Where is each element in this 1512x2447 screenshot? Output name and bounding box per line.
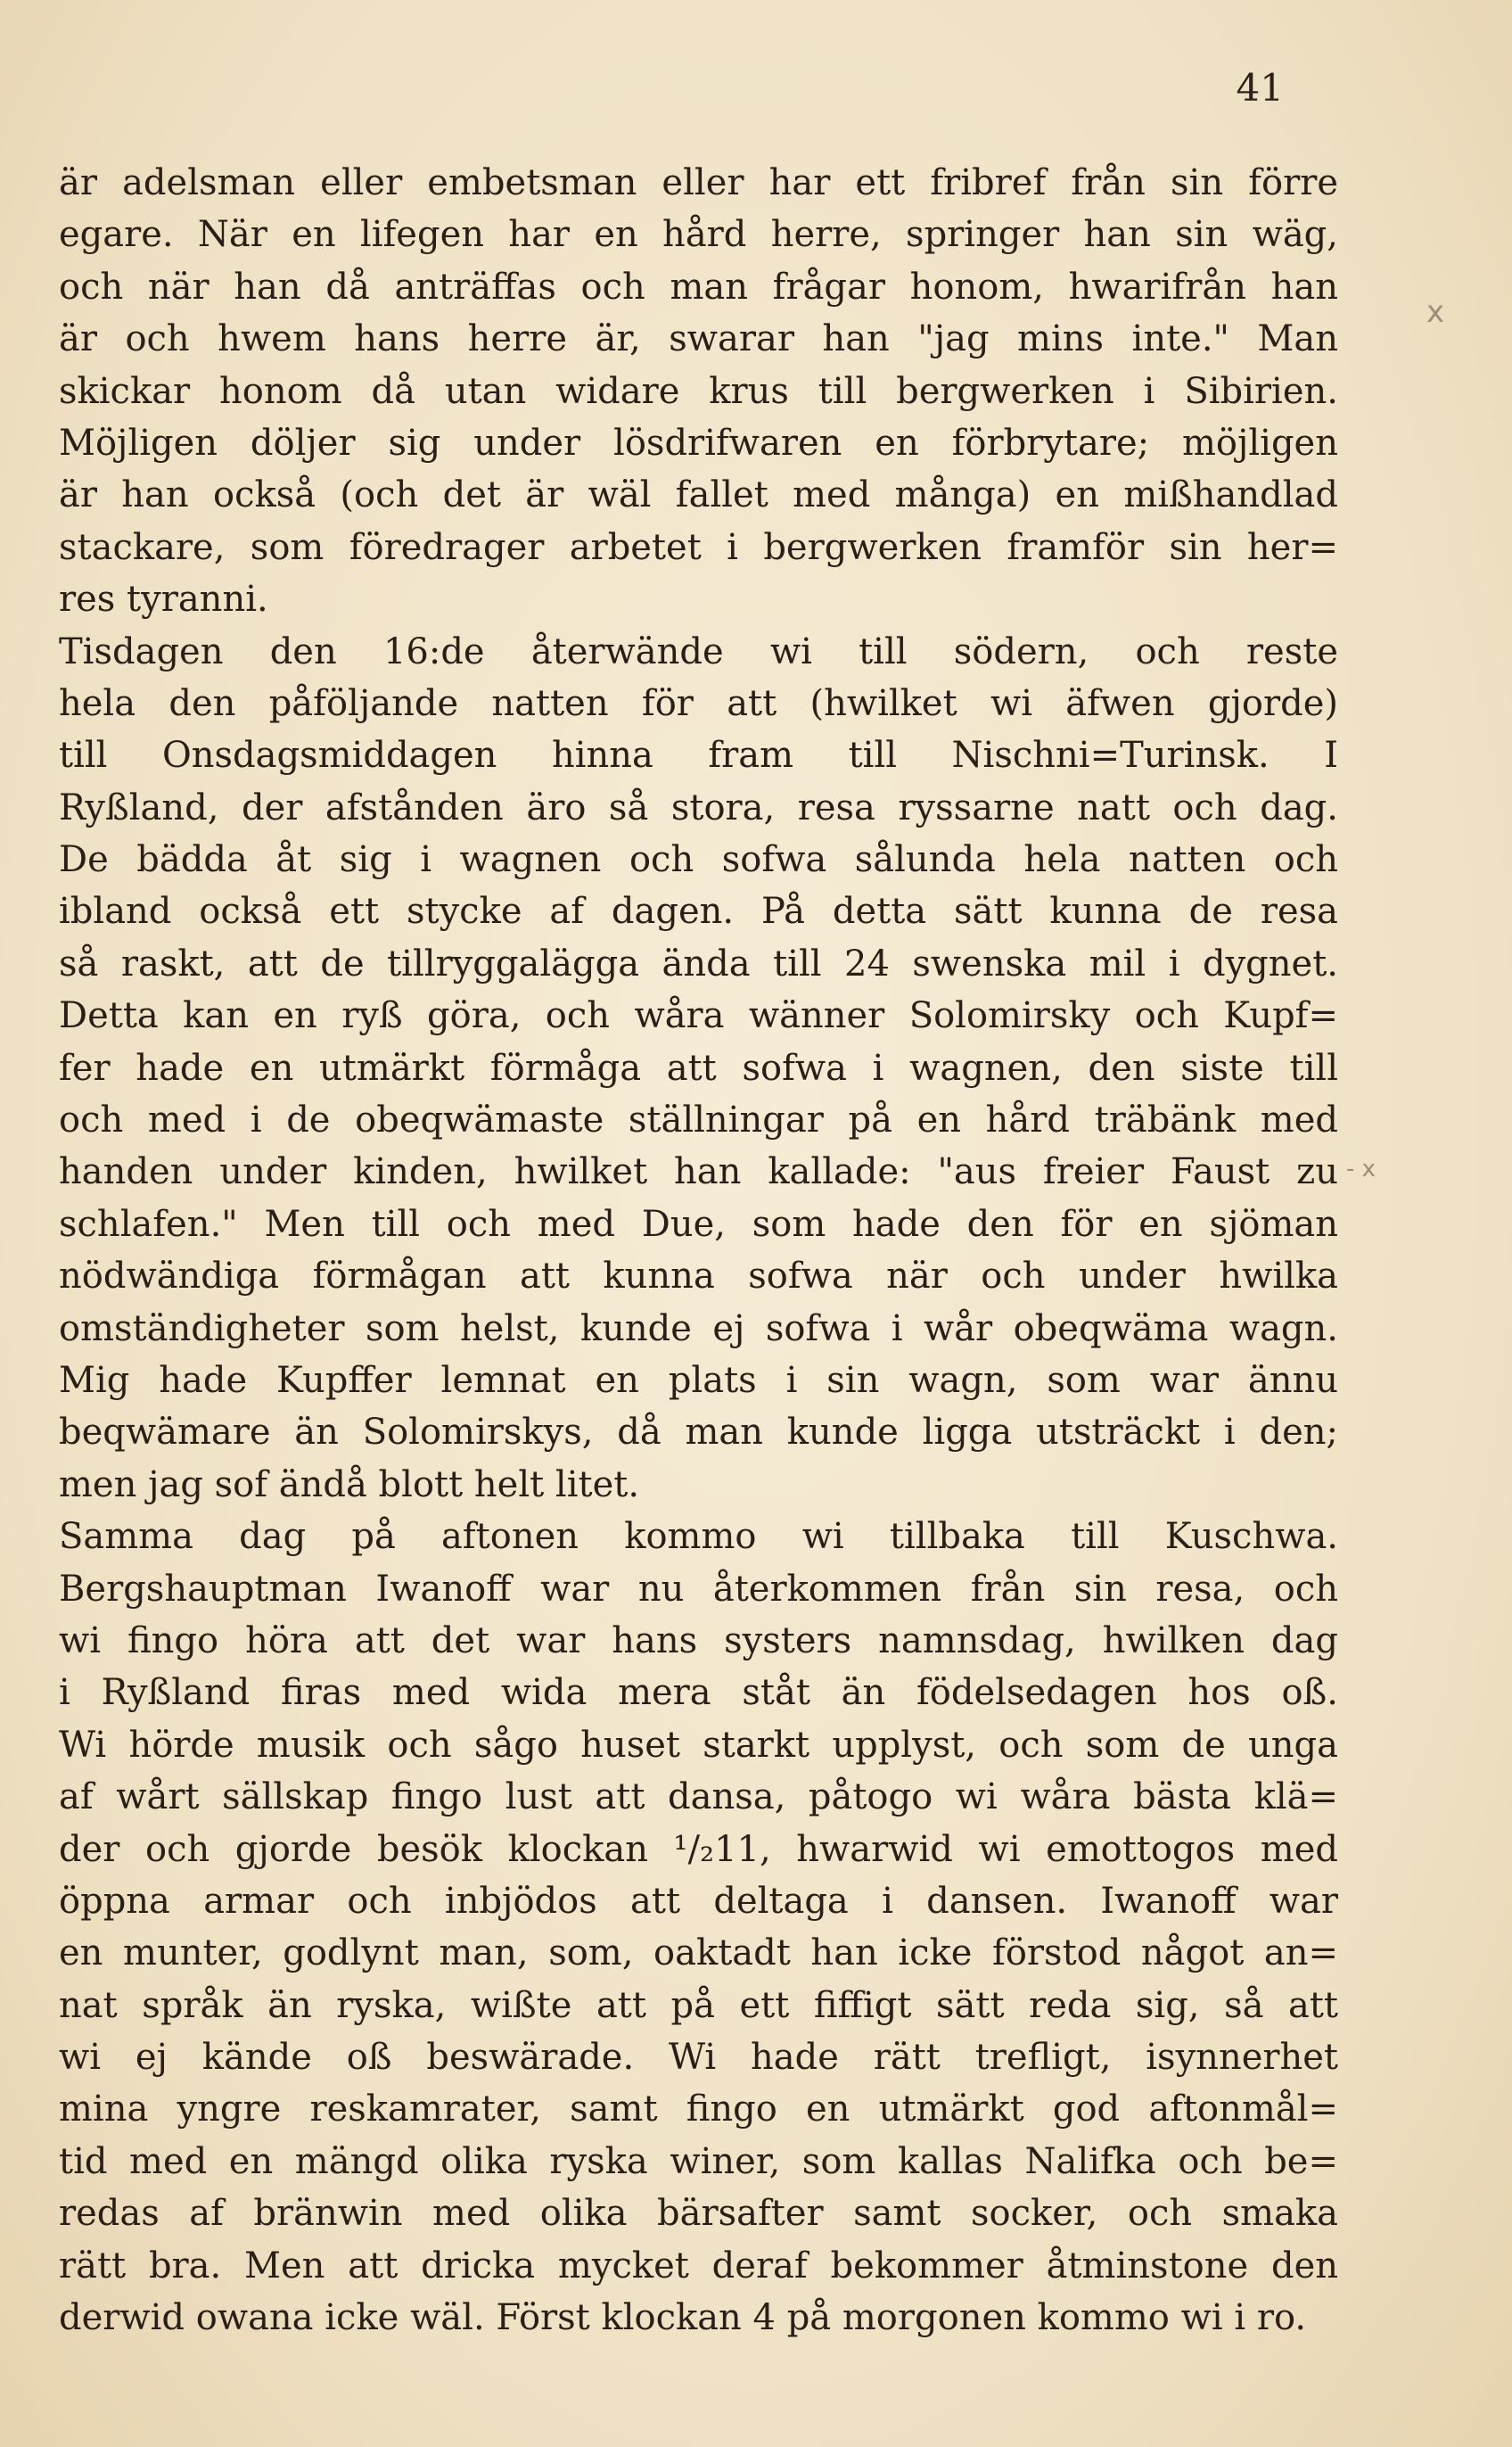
text-line: schlafen." Men till och med Due, som hade den för en sjöman bbox=[59, 1203, 1338, 1245]
text-line: Tisdagen den 16:de återwände wi till södern, och reste bbox=[59, 630, 1338, 672]
text-line: tid med en mängd olika ryska winer, som kallas Nalifka och be= bbox=[59, 2140, 1338, 2182]
text-line: i Ryßland firas med wida mera ståt än födelsedagen hos oß. bbox=[59, 1672, 1338, 1714]
text-line: hela den påföljande natten för att (hwilket wi äfwen gjorde) bbox=[59, 682, 1338, 724]
text-line: men jag sof ändå blott helt litet. bbox=[59, 1463, 640, 1505]
text-line: är han också (och det är wäl fallet med många) en mißhandlad bbox=[59, 474, 1338, 516]
text-line: en munter, godlynt man, som, oaktadt han icke förstod något an= bbox=[59, 1932, 1338, 1974]
text-line: och med i de obeqwämaste ställningar på en hård träbänk med bbox=[59, 1100, 1338, 1141]
text-line: redas af bränwin med olika bärsafter samt socker, och smaka bbox=[59, 2193, 1338, 2235]
text-line: Möjligen döljer sig under lösdrifwaren en förbrytare; möjligen bbox=[59, 422, 1338, 464]
text-line: De bädda åt sig i wagnen och sofwa sålunda hela natten och bbox=[59, 839, 1338, 881]
text-line: Wi hörde musik och sågo huset starkt upplyst, och som de unga bbox=[59, 1724, 1338, 1766]
text-line: och när han då anträffas och man frågar honom, hwarifrån han bbox=[59, 266, 1338, 308]
text-line: rätt bra. Men att dricka mycket deraf bekommer åtminstone den bbox=[59, 2245, 1338, 2286]
text-line: derwid owana icke wäl. Först klockan 4 på morgonen kommo wi i ro. bbox=[59, 2297, 1307, 2339]
text-line: res tyranni. bbox=[59, 579, 268, 621]
text-line: nat språk än ryska, wißte att på ett fiffigt sätt reda sig, så att bbox=[59, 1984, 1338, 2026]
text-line: wi fingo höra att det war hans systers namnsdag, hwilken dag bbox=[59, 1619, 1338, 1661]
text-line: fer hade en utmärkt förmåga att sofwa i wagnen, den siste till bbox=[59, 1047, 1338, 1089]
text-line: af wårt sällskap fingo lust att dansa, påtogo wi wåra bästa klä= bbox=[59, 1776, 1338, 1818]
text-line: Bergshauptman Iwanoff war nu återkommen från sin resa, och bbox=[59, 1568, 1338, 1610]
text-line: nödwändiga förmågan att kunna sofwa när och under hwilka bbox=[59, 1256, 1338, 1298]
text-line: mina yngre reskamrater, samt fingo en utmärkt god aftonmål= bbox=[59, 2089, 1338, 2130]
text-line: är och hwem hans herre är, swarar han "jag mins inte." Man bbox=[59, 318, 1338, 360]
text-line: ibland också ett stycke af dagen. På detta sätt kunna de resa bbox=[59, 891, 1338, 933]
margin-mark-2: - x bbox=[1346, 1156, 1376, 1182]
text-line: egare. När en lifegen har en hård herre, springer han sin wäg, bbox=[59, 214, 1338, 256]
page-number: 41 bbox=[1236, 66, 1284, 110]
text-line: till Onsdagsmiddagen hinna fram till Nischni=Turinsk. I bbox=[59, 735, 1338, 777]
margin-mark-1: x bbox=[1426, 294, 1445, 330]
text-line: är adelsman eller embetsman eller har ett fribref från sin förre bbox=[59, 162, 1338, 203]
text-line: omständigheter som helst, kunde ej sofwa i wår obeqwäma wagn. bbox=[59, 1307, 1338, 1349]
text-line: stackare, som föredrager arbetet i bergwerken framför sin her= bbox=[59, 526, 1338, 568]
text-line: handen under kinden, hwilket han kallade: "aus freier Faust zu bbox=[59, 1151, 1338, 1193]
text-line: wi ej kände oß beswärade. Wi hade rätt trefligt, isynnerhet bbox=[59, 2037, 1338, 2079]
text-line: skickar honom då utan widare krus till bergwerken i Sibirien. bbox=[59, 370, 1338, 412]
body-text bbox=[59, 157, 1338, 2344]
text-line: Ryßland, der afstånden äro så stora, resa ryssarne natt och dag. bbox=[59, 787, 1338, 828]
text-line: Detta kan en ryß göra, och wåra wänner Solomirsky och Kupf= bbox=[59, 995, 1338, 1037]
text-line: beqwämare än Solomirskys, då man kunde ligga utsträckt i den; bbox=[59, 1412, 1338, 1454]
text-line: så raskt, att de tillryggalägga ända till 24 swenska mil i dygnet. bbox=[59, 943, 1338, 985]
text-line: Samma dag på aftonen kommo wi tillbaka till Kuschwa. bbox=[59, 1516, 1338, 1558]
text-line: Mig hade Kupffer lemnat en plats i sin wagn, som war ännu bbox=[59, 1359, 1338, 1401]
text-line: öppna armar och inbjödos att deltaga i dansen. Iwanoff war bbox=[59, 1880, 1338, 1922]
text-line: der och gjorde besök klockan ¹/₂11, hwarwid wi emottogos med bbox=[59, 1828, 1338, 1870]
